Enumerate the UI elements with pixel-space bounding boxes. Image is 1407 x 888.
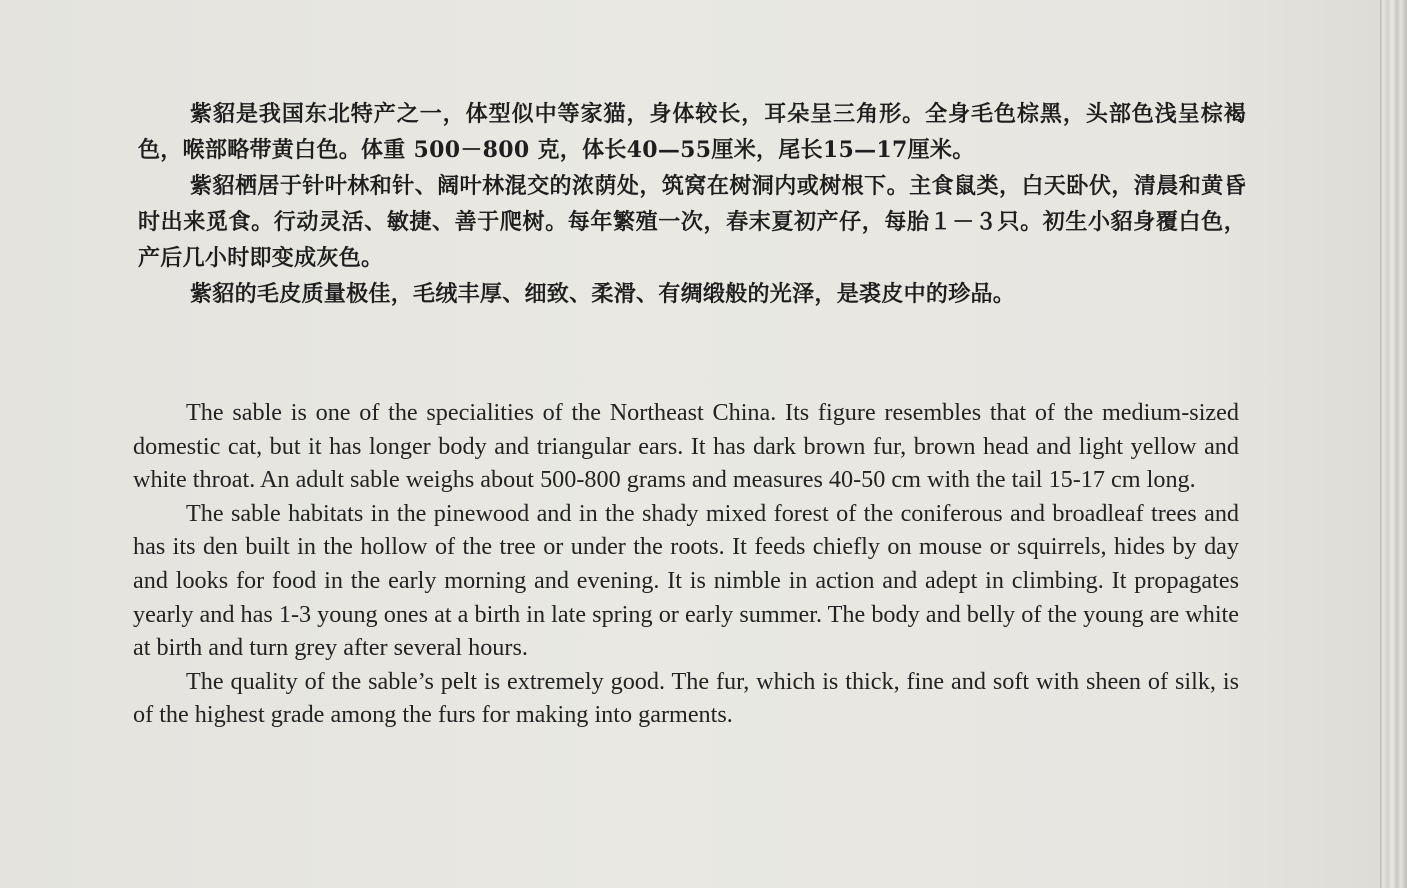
- english-paragraph-3: The quality of the sable’s pelt is extremely good. The fur, which is thick, fine and soft with sheen of silk, is of the highest grade among the furs for making into garments.: [133, 667, 1239, 729]
- english-text-block: [133, 396, 1239, 732]
- folded-page-edge: [1380, 0, 1407, 888]
- english-paragraph-2: The sable habitats in the pinewood and in the shady mixed forest of the coniferous and broadleaf trees and has its den built in the hollow of the tree or under the roots. It feeds chiefly on mouse or squirrels, hides by day and looks for food in the early morning and evening. It is nimble in action and adept in climbing. It propagates yearly and has 1-3 young ones at a birth in late spring or early summer. The body and belly of the young are white at birth and turn grey after several hours.: [133, 499, 1239, 662]
- chinese-paragraph-1: 紫貂是我国东北特产之一，体型似中等家猫，身体较长，耳朵呈三角形。全身毛色棕黑，头部色浅呈棕褐色，喉部略带黄白色。体重 500－800 克，体长40—55厘米，尾长15—17厘米。: [138, 101, 1246, 163]
- chinese-paragraph-3: 紫貂的毛皮质量极佳，毛绒丰厚、细致、柔滑、有绸缎般的光泽，是裘皮中的珍品。: [190, 281, 1016, 307]
- english-paragraph-1: The sable is one of the specialities of the Northeast China. Its figure resembles that of the medium-sized domestic cat, but it has longer body and triangular ears. It has dark brown fur, brown head and light yellow and white throat. An adult sable weighs about 500-800 grams and measures 40-50 cm with the tail 15-17 cm long.: [133, 399, 1239, 494]
- chinese-paragraph-2: 紫貂栖居于针叶林和针、阔叶林混交的浓荫处，筑窝在树洞内或树根下。主食鼠类，白天卧伏，清晨和黄昏时出来觅食。行动灵活、敏捷、善于爬树。每年繁殖一次，春末夏初产仔，每胎１－３只。初生小貂身覆白色，产后几小时即变成灰色。: [138, 173, 1246, 271]
- chinese-text-block: [138, 96, 1246, 312]
